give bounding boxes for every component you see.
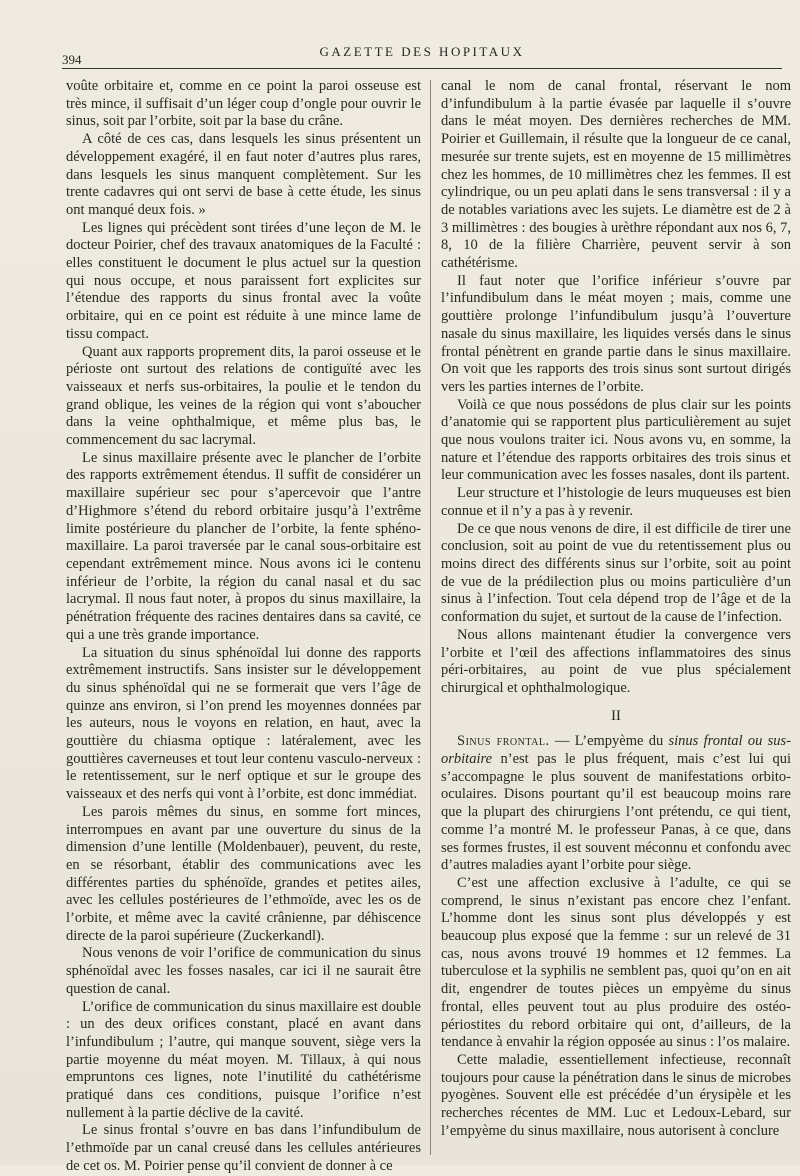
paragraph: Nous venons de voir l’orifice de communication du sinus sphénoïdal avec les fosses nasales, car ici il ne saurait être question de canal. — [66, 945, 421, 997]
section-lead-text: — L’empyème du — [554, 733, 664, 750]
left-column — [66, 78, 421, 1176]
paragraph: L’orifice de communication du sinus maxillaire est double : un des deux orifices constant, placé en avant dans l’infundibulum ; l’autre, qui manque souvent, siège vers la partie moyenne du méat moyen. M. Tillaux, à qui nous empruntons ces lignes, note l’inutilité du cathétérisme pratiqué dans ces conditions, puisque l’orifice n’est nullement à la partie déclive de la cavité. — [66, 998, 421, 1121]
journal-title: GAZETTE DES HOPITAUX — [319, 44, 525, 59]
page-number: 394 — [62, 52, 82, 67]
paragraph: Cette maladie, essentiellement infectieuse, reconnaît toujours pour cause la pénétration dans le sinus de microbes pyogènes. Souvent elle est précédée d’un érysipèle et les recherches récentes de MM. Luc et Ledoux-Lebard, sur l’empyème du sinus maxillaire, nous autorisent à conclure — [441, 1051, 791, 1139]
paragraph: Voilà ce que nous possédons de plus clair sur les points d’anatomie qui se rapportent plus particulièrement au sujet que nous voulons traiter ici. Nous avons vu, en somme, la nature et l’étendue des rapports orbitaires des trois sinus et leur communication avec les fosses nasales, dont ils partent. — [441, 396, 791, 484]
section-heading: Sinus frontal. — [457, 733, 550, 750]
paragraph: Quant aux rapports proprement dits, la paroi osseuse et le périoste ont surtout des relations de contiguïté avec les vaisseaux et nerfs sus-orbitaires, la poulie et le tendon du grand oblique, les veines de la région qui vont s’aboucher dans la veine ophthalmique, et même plus bas, le commencement du sac lacrymal. — [66, 343, 421, 449]
right-column — [441, 78, 791, 1140]
paragraph: Le sinus maxillaire présente avec le plancher de l’orbite des rapports extrêmement étendus. Il suffit de considérer un maxillaire supérieur sec pour s’apercevoir que l’antre d’Highmore s’étend du rebord orbitaire jusqu’à l’extrême limite postérieure du plancher de l’orbite, la fente sphéno-maxillaire. La paroi traversée par le canal sous-orbitaire est cependant extrêmement mince. Nous avons ici le contenu inférieur de l’orbite, la région du canal nasal et du sac lacrymal. Il nous faut noter, à propos du sinus maxillaire, la pénétration fréquente des racines dentaires dans sa cavité, ce qui a une très grande importance. — [66, 449, 421, 643]
paragraph: A côté de ces cas, dans lesquels les sinus présentent un développement exagéré, il en faut noter d’autres plus rares, dans lesquels les sinus manquent complètement. Sur les trente cadavres qui ont servi de base à cette étude, les sinus ont manqué deux fois. » — [66, 131, 421, 218]
paragraph: Le sinus frontal s’ouvre en bas dans l’infundibulum de l’ethmoïde par un canal creusé dans les cellules antérieures de cet os. M. Poirier pense qu’il convient de donner à ce — [66, 1122, 421, 1174]
section-lead-paragraph — [441, 733, 791, 875]
paragraph: La situation du sinus sphénoïdal lui donne des rapports extrêmement instructifs. Sans insister sur le développement du sinus sphénoïdal qui ne se formerait que vers l’âge de quinze ans environ, si l’on prend les moyennes données par les auteurs, nous le voyons en relation, en haut, avec la gouttière du chiasma optique : latéralement, avec les gouttières caverneuses et tout leur contenu vasculo-nerveux : le retentissement, sur le nerf optique et sur le groupe des vaisseaux et des nerfs qui vont à l’orbite, est donc immédiat. — [66, 644, 421, 803]
paragraph: voûte orbitaire et, comme en ce point la paroi osseuse est très mince, il suffisait d’un léger coup d’ongle pour ouvrir le sinus, soit par l’orbite, soit par la base du crâne. — [66, 78, 421, 130]
column-divider — [430, 80, 431, 1155]
paragraph: canal le nom de canal frontal, réservant le nom d’infundibulum à la partie évasée par laquelle il s’ouvre dans le méat moyen. Des dernières recherches de MM. Poirier et Guillemain, il résulte que la longueur de ce canal, mesurée sur trente sujets, est en moyenne de 15 millimètres chez les hommes, de 10 millimètres chez les femmes. Il est cylindrique, ou un peu aplati dans le sens transversal : il y a de notables variations avec les sujets. Le diamètre est de 2 à 3 millimètres : des bougies à urèthre répondant aux nos 6, 7, 8, 10 de la filière Charrière, peuvent servir à son cathétérisme. — [441, 78, 791, 272]
paragraph: Il faut noter que l’orifice inférieur s’ouvre par l’infundibulum dans le méat moyen ; mais, comme une gouttière prolonge l’infundibulum jusqu’à l’ouverture nasale du sinus maxillaire, les liquides versés dans le sinus frontal pénètrent en grande partie dans le sinus maxillaire. On voit que les rapports des trois sinus sont surtout dirigés vers les parties internes de l’orbite. — [441, 272, 791, 395]
paragraph: C’est une affection exclusive à l’adulte, ce qui se comprend, le sinus n’existant pas encore chez l’enfant. L’homme dont les sinus sont plus développés y est beaucoup plus exposé que la femme : sur un relevé de 31 cas, nous avons trouvé 19 hommes et 12 femmes. La tuberculose et la syphilis ne semblent pas, quoi qu’on en ait dit, engendrer de toutes pièces un empyème du sinus frontal, elles peuvent tout au plus produire des ostéo-périostites du rebord orbitaire qui ont, d’ailleurs, de la tendance à envahir la région opposée au sinus : l’os malaire. — [441, 874, 791, 1051]
section-body: n’est pas le plus fréquent, mais c’est lui qui s’accompagne le plus souvent de manifestations orbito-oculaires. Disons pourtant qu’il est beaucoup moins rare que la plupart des chirurgiens l’ont prétendu, ce qui tient, comme l’a montré M. le professeur Panas, à ce que, dans ses formes frustes, il est souvent méconnu et confondu avec d’autres maladies ayant l’orbite pour siège. — [441, 751, 791, 874]
section-numeral: II — [611, 707, 621, 724]
paragraph: De ce que nous venons de dire, il est difficile de tirer une conclusion, soit au point de vue du retentissement plus ou moins direct des différents sinus sur l’orbite, soit au point de vue de la prédilection plus ou moins particulière d’un sinus à l’infection. Tout cela dépend trop de l’âge et de la conformation du sujet, et surtout de la cause de l’infection. — [441, 520, 791, 626]
paragraph: Les parois mêmes du sinus, en somme fort minces, interrompues en avant par une ouverture du sinus de la dimension d’une lentille (Moldenbauer), peuvent, du reste, en se résorbant, établir des communications avec les différentes parties du sphénoïde, grandes et petites ailes, avec les cellules postérieures de l’ethmoïde, avec les os de l’orbite, et même avec la cavité crânienne, par déhiscence directe de la paroi supérieure (Zuckerkandl). — [66, 803, 421, 944]
section-subject: sinus frontal ou sus-orbitaire — [441, 733, 791, 768]
paragraph: Les lignes qui précèdent sont tirées d’une leçon de M. le docteur Poirier, chef des travaux anatomiques de la Faculté : elles constituent le document le plus actuel sur la question qui nous occupe, et nous paraissent fort explicites sur l’étendue des rapports du sinus frontal avec la voûte orbitaire, qui en ce point est réduite à une mince lame de tissu compact. — [66, 219, 421, 342]
paragraph: Leur structure et l’histologie de leurs muqueuses est bien connue et il n’y a pas à y revenir. — [441, 485, 791, 519]
paragraph: Nous allons maintenant étudier la convergence vers l’orbite et l’œil des affections inflammatoires des sinus péri-orbitaires, au point de vue plus spécialement chirurgical et ophthalmologique. — [441, 626, 791, 696]
page-header — [62, 42, 782, 69]
